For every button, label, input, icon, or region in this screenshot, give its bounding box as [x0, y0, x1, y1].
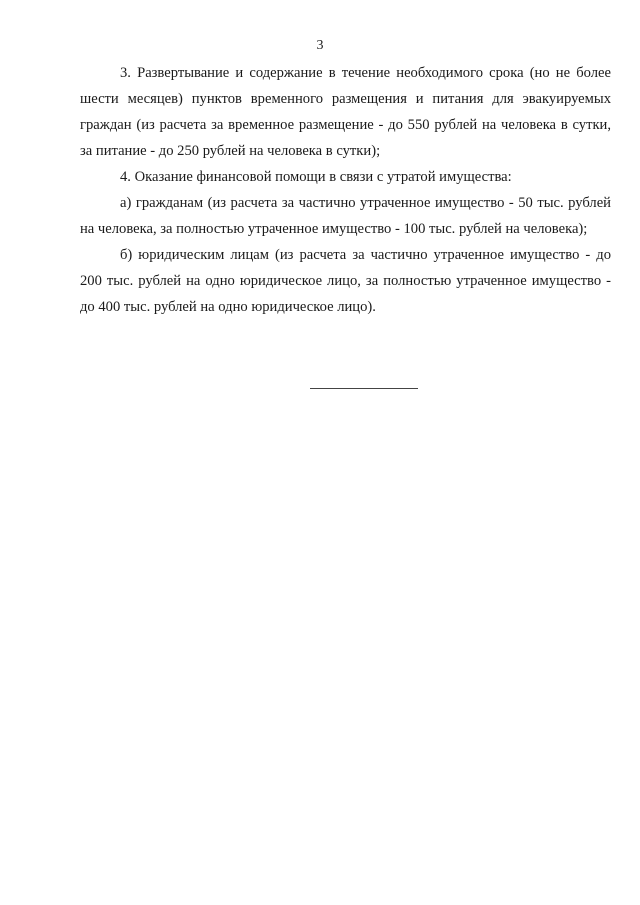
paragraph-subitem-a: а) гражданам (из расчета за частично утраченное имущество - 50 тыс. рублей на человека, за полностью утраченное имущество - 100 тыс. рублей на человека);	[80, 195, 611, 237]
page-number: 3	[316, 38, 324, 53]
document-body	[80, 60, 611, 320]
paragraph-item-4: 4. Оказание финансовой помощи в связи с утратой имущества:	[120, 169, 512, 185]
end-divider-line	[310, 388, 418, 389]
paragraph-subitem-b: б) юридическим лицам (из расчета за частично утраченное имущество - до 200 тыс. рублей на одно юридическое лицо, за полностью утраченное имущество - до 400 тыс. рублей на одно юридическое лицо).	[80, 247, 611, 315]
paragraph-item-3: 3. Развертывание и содержание в течение необходимого срока (но не более шести месяцев) пунктов временного размещения и питания для эвакуируемых граждан (из расчета за временное размещение - до 550 рублей на человека в сутки, за питание - до 250 рублей на человека в сутки);	[80, 65, 611, 159]
